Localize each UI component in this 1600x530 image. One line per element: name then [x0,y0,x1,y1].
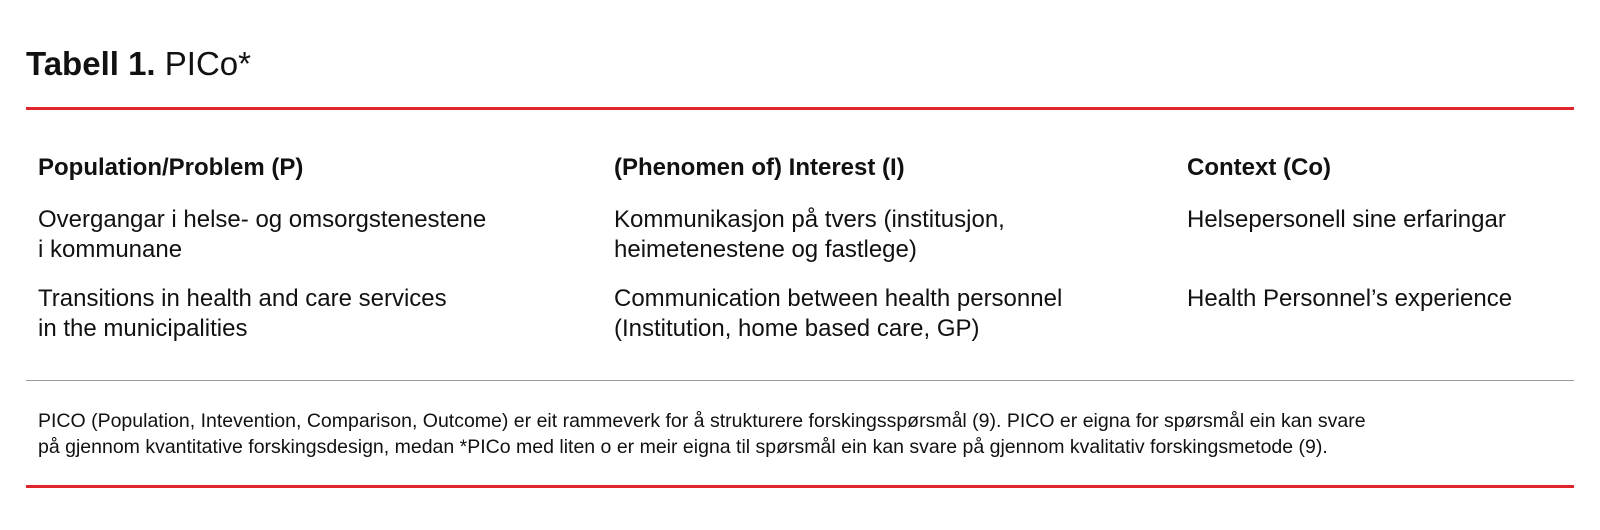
cell-interest-norwegian: Kommunikasjon på tvers (institusjon, heimetenestene og fastlege) [614,206,1005,263]
cell-context-english: Health Personnel’s experience [1187,285,1513,312]
cell-population-english: Transitions in health and care services in the municipalities [38,285,447,342]
table-number: Tabell 1. [26,45,156,82]
table-name: PICo* [164,45,251,82]
cell-context-norwegian: Helsepersonell sine erfaringar [1187,206,1506,233]
bottom-red-rule [26,485,1574,488]
column-header-context: Context (Co) [1187,154,1331,181]
table-footnote: PICO (Population, Intevention, Comparison, Outcome) er eit rammeverk for å strukturere forskingsspørsmål (9). PICO er eigna for spørsmål ein kan svare på gjennom kvantitative forskingsdesign, medan *PICo med liten o er meir eigna til spørsmål ein kan svare på gjennom kvalitativ forskingsmetode (9). [38,410,1366,458]
table-title [26,44,251,84]
cell-population-norwegian: Overgangar i helse- og omsorgstenestene i kommunane [38,206,487,263]
top-red-rule [26,107,1574,110]
column-header-interest: (Phenomen of) Interest (I) [614,154,905,181]
column-header-population: Population/Problem (P) [38,154,304,181]
footnote-divider [26,380,1574,381]
cell-interest-english: Communication between health personnel (Institution, home based care, GP) [614,285,1063,342]
